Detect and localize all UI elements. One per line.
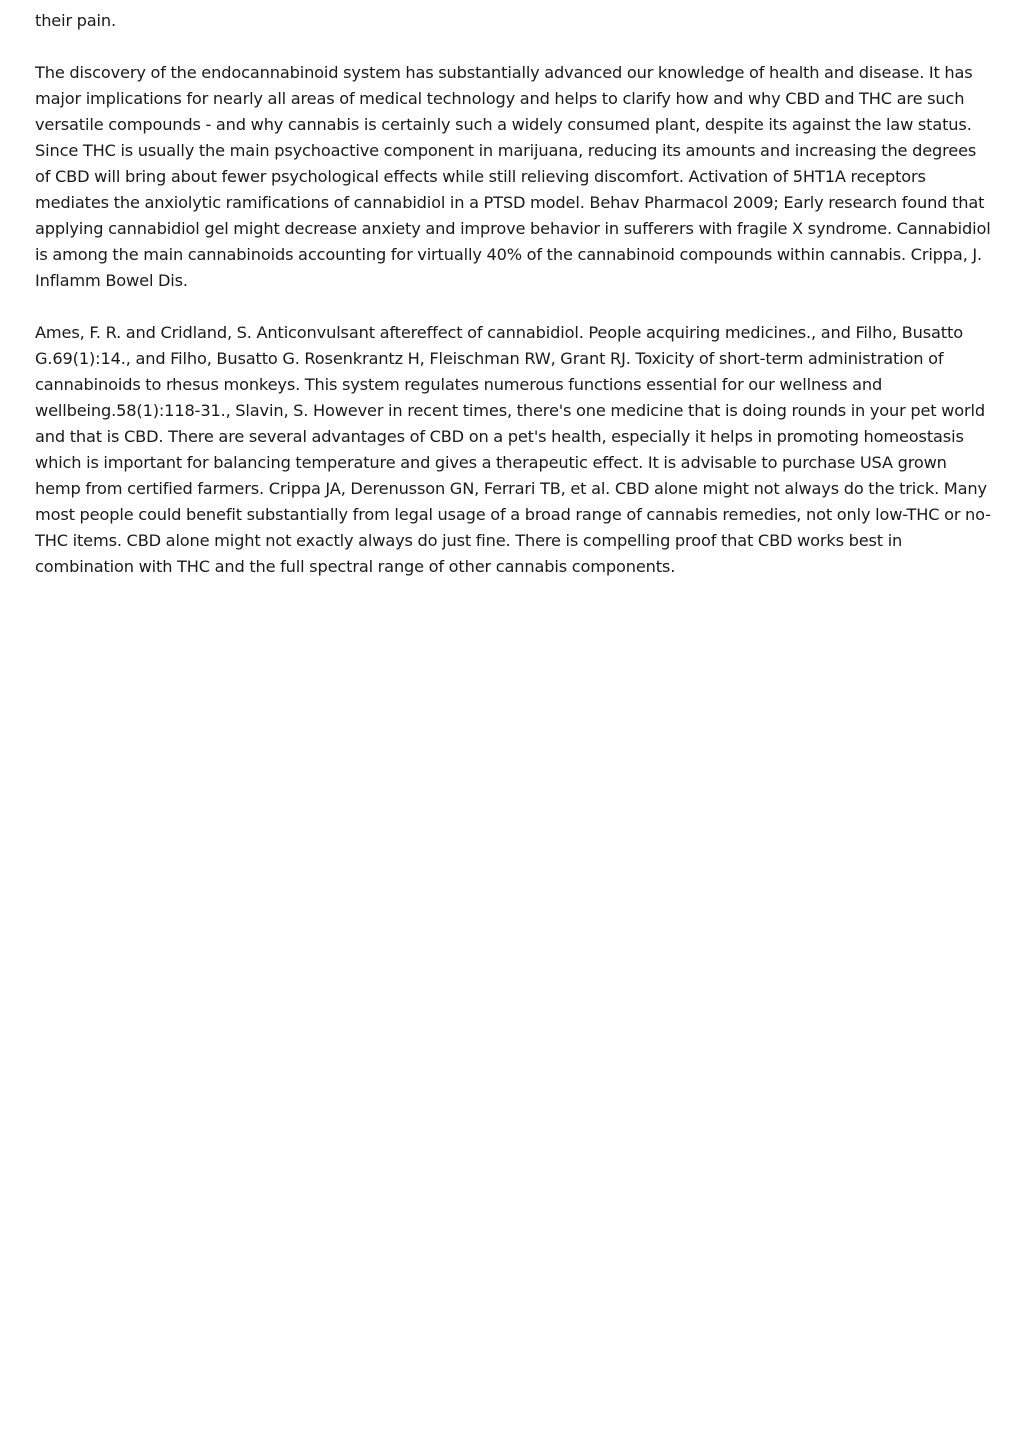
document-body (35, 8, 995, 606)
paragraph-endocannabinoid-system: The discovery of the endocannabinoid system has substantially advanced our knowledge of health and disease. It has major implications for nearly all areas of medical technology and helps to clarify how and why CBD and THC are such versatile compounds - and why cannabis is certainly such a widely consumed plant, despite its against the law status. Since THC is usually the main psychoactive component in marijuana, reducing its amounts and increasing the degrees of CBD will bring about fewer psychological effects while still relieving discomfort. Activation of 5HT1A receptors mediates the anxiolytic ramifications of cannabidiol in a PTSD model. Behav Pharmacol 2009; Early research found that applying cannabidiol gel might decrease anxiety and improve behavior in sufferers with fragile X syndrome. Cannabidiol is among the main cannabinoids accounting for virtually 40% of the cannabinoid compounds within cannabis. Crippa, J. Inflamm Bowel Dis. (35, 63, 991, 290)
paragraph-continuation: their pain. (35, 11, 117, 30)
paragraph-references-cbd-pets: Ames, F. R. and Cridland, S. Anticonvulsant aftereffect of cannabidiol. People acquiring medicines., and Filho, Busatto G.69(1):14., and Filho, Busatto G. Rosenkrantz H, Fleischman RW, Grant RJ. Toxicity of short-term administration of cannabinoids to rhesus monkeys. This system regulates numerous functions essential for our wellness and wellbeing.58(1):118-31., Slavin, S. However in recent times, there's one medicine that is doing rounds in your pet world and that is CBD. There are several advantages of CBD on a pet's health, especially it helps in promoting homeostasis which is important for balancing temperature and gives a therapeutic effect. It is advisable to purchase USA grown hemp from certified farmers. Crippa JA, Derenusson GN, Ferrari TB, et al. CBD alone might not always do the trick. Many most people could benefit substantially from legal usage of a broad range of cannabis remedies, not only low-THC or no-THC items. CBD alone might not exactly always do just fine. There is compelling proof that CBD works best in combination with THC and the full spectral range of other cannabis components. (35, 323, 991, 576)
